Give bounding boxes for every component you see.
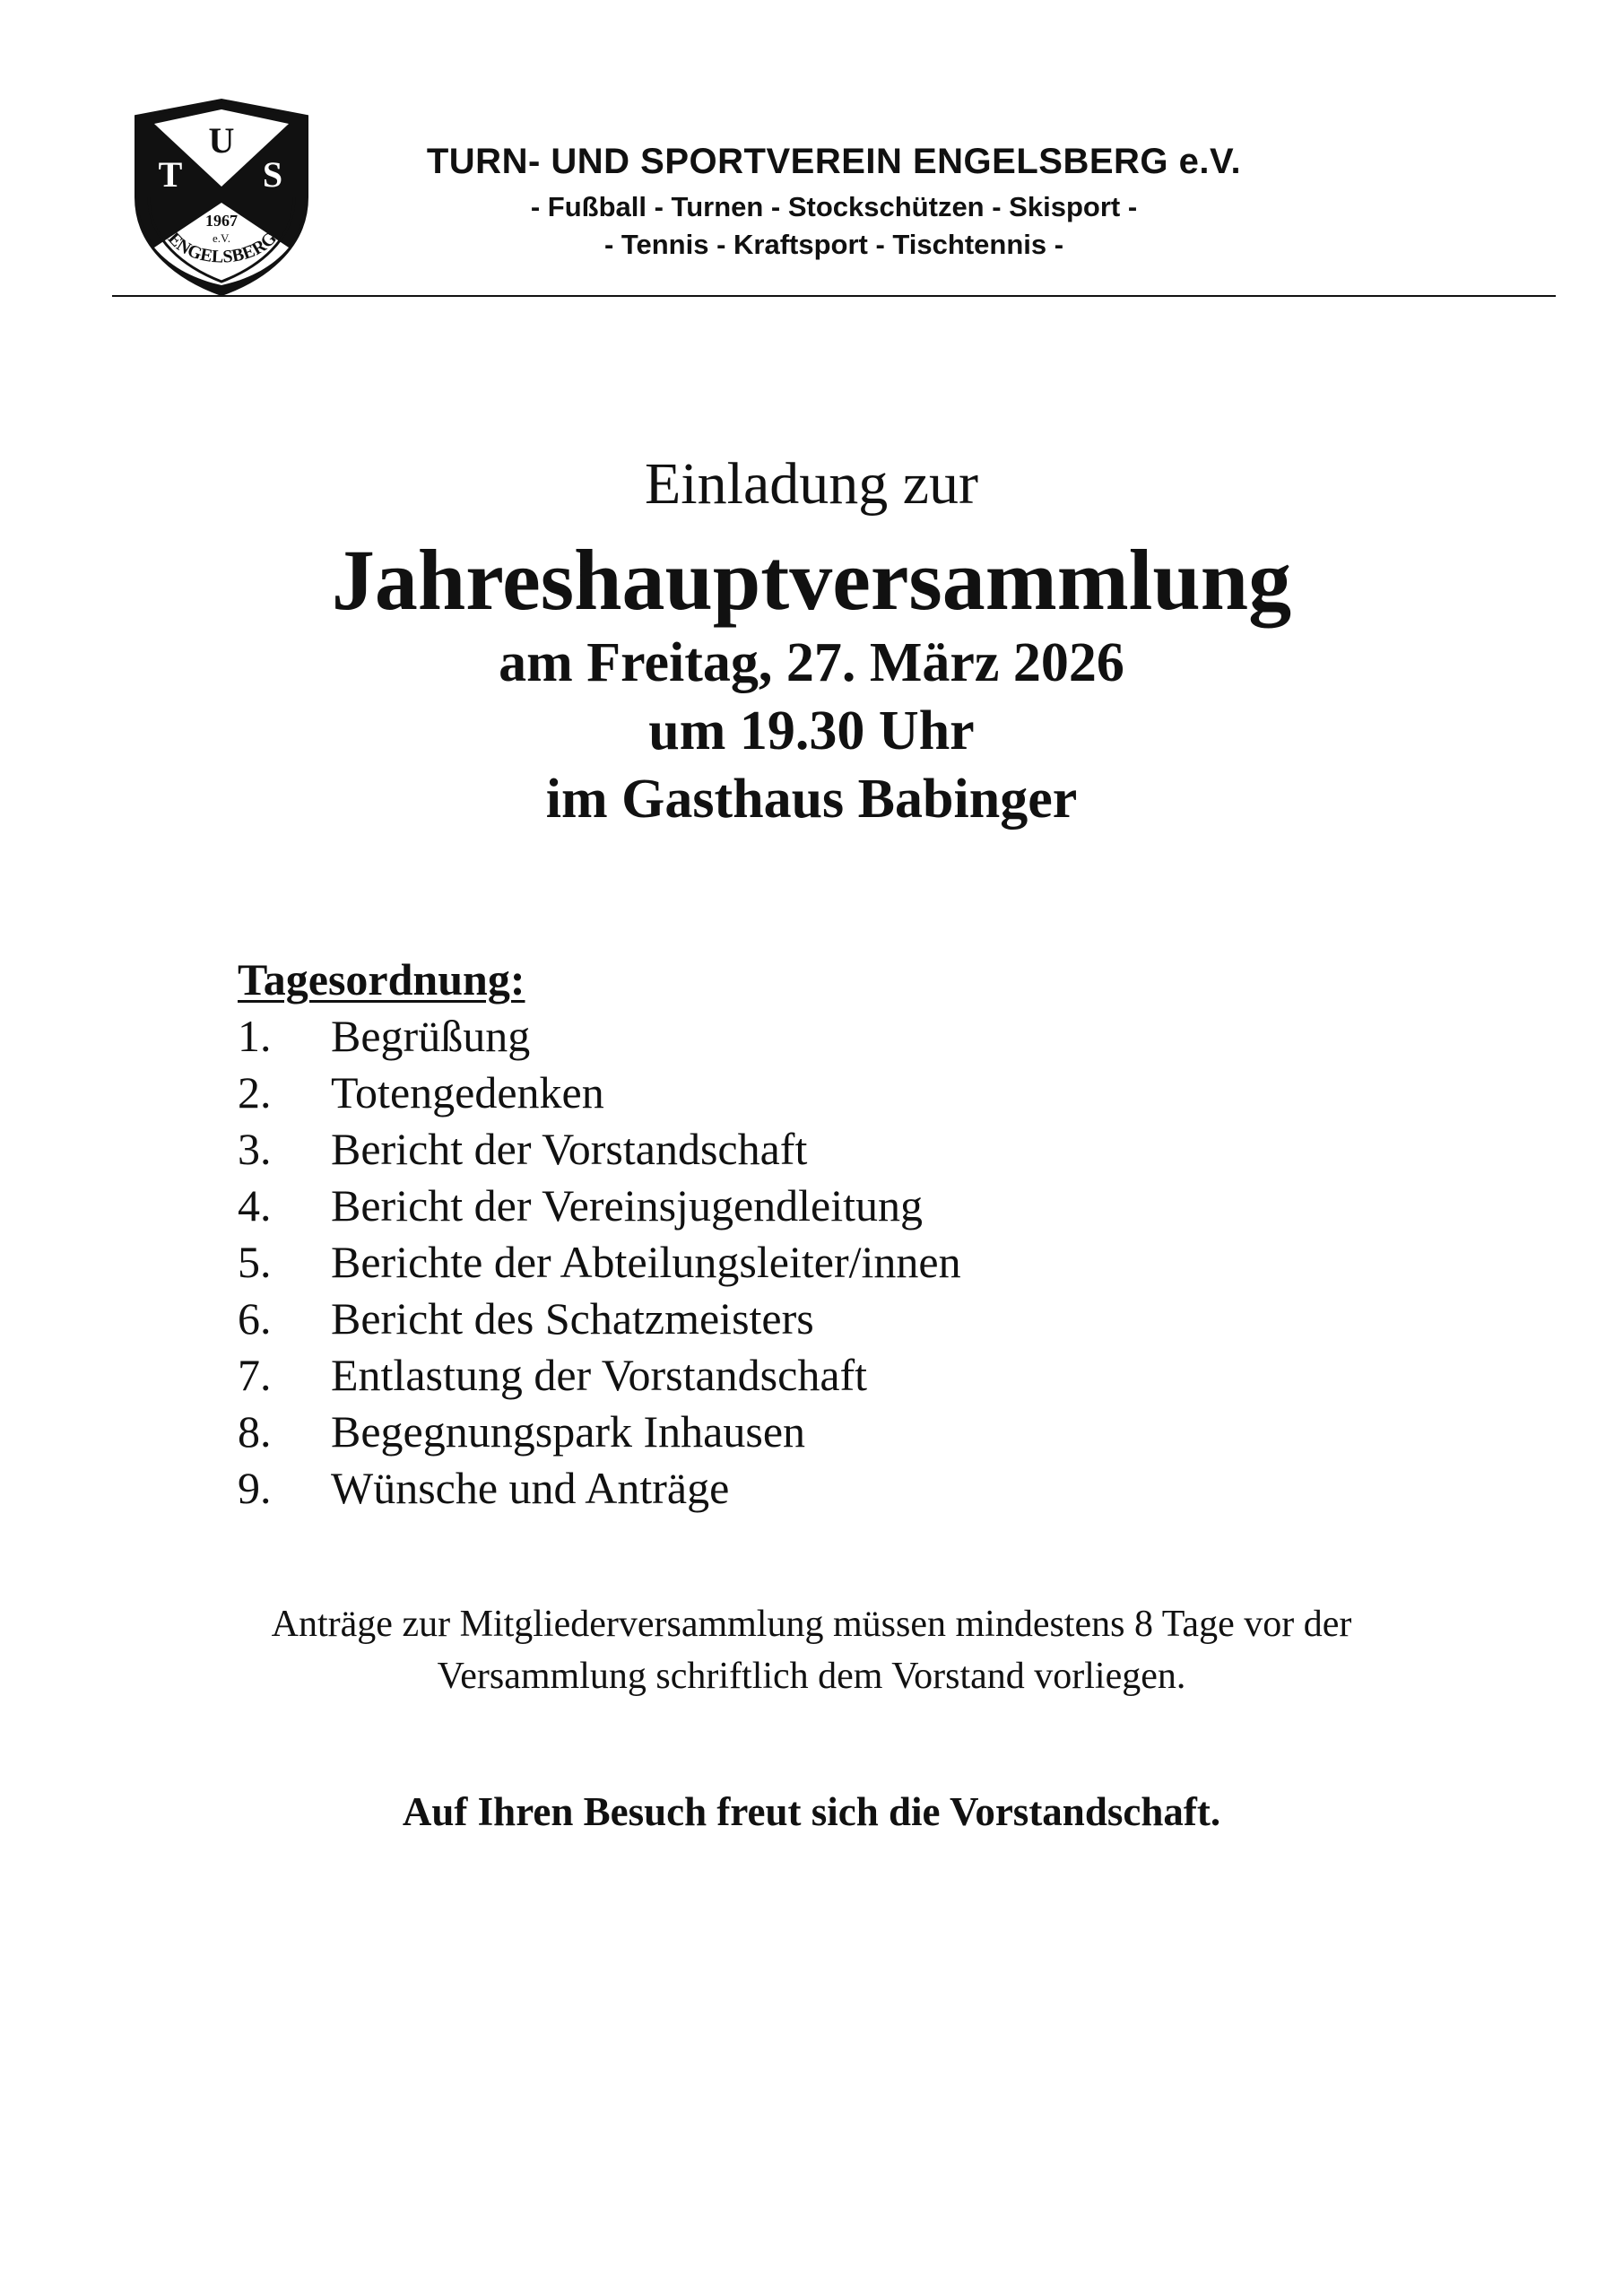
header-divider xyxy=(112,295,1556,297)
agenda-item-number: 3. xyxy=(238,1124,272,1174)
logo-year: 1967 xyxy=(205,212,238,230)
agenda-item-number: 5. xyxy=(238,1237,272,1287)
agenda-item-label: Bericht der Vereinsjugendleitung xyxy=(331,1180,924,1231)
invitation-title: Jahreshauptversammlung xyxy=(331,532,1292,628)
agenda-item-label: Berichte der Abteilungsleiter/innen xyxy=(331,1237,961,1287)
club-crest-emblem xyxy=(127,97,316,296)
logo-letter-u: U xyxy=(208,120,235,161)
agenda-item xyxy=(238,1291,1403,1347)
logo-letter-s: S xyxy=(262,154,283,195)
logo-letter-t: T xyxy=(158,154,183,195)
agenda-item-number: 7. xyxy=(238,1350,272,1400)
logo-ev: e.V. xyxy=(213,231,230,245)
invitation-date: am Freitag, 27. März 2026 xyxy=(499,632,1124,693)
agenda-item-number: 2. xyxy=(238,1067,272,1118)
agenda-item-label: Entlastung der Vorstandschaft xyxy=(331,1350,868,1400)
invitation-intro: Einladung zur xyxy=(644,451,979,517)
agenda-item-number: 9. xyxy=(238,1463,272,1513)
invitation-place: im Gasthaus Babinger xyxy=(545,769,1078,830)
logo-town: ENGELSBERG xyxy=(163,228,281,267)
agenda-item xyxy=(238,1178,1403,1234)
agenda-item xyxy=(238,1121,1403,1178)
agenda-item xyxy=(238,1008,1403,1065)
agenda-item xyxy=(238,1404,1403,1460)
motions-note-line-2: Versammlung schriftlich dem Vorstand vorliegen. xyxy=(437,1656,1186,1697)
invitation-time: um 19.30 Uhr xyxy=(648,700,975,761)
agenda-item-number: 4. xyxy=(238,1180,272,1231)
motions-note-line-1: Anträge zur Mitgliederversammlung müssen mindestens 8 Tage vor der xyxy=(271,1604,1352,1645)
sports-line-2: - Tennis - Kraftsport - Tischtennis - xyxy=(603,229,1064,260)
closing-line: Auf Ihren Besuch freut sich die Vorstandschaft. xyxy=(402,1789,1221,1834)
agenda-list xyxy=(238,1008,1403,1517)
agenda-item-number: 1. xyxy=(238,1011,272,1061)
agenda-item xyxy=(238,1347,1403,1404)
club-logo xyxy=(127,97,316,296)
agenda-item-label: Begrüßung xyxy=(331,1011,531,1061)
agenda-item xyxy=(238,1065,1403,1121)
agenda-item-label: Totengedenken xyxy=(331,1067,604,1118)
agenda-item-number: 8. xyxy=(238,1406,272,1457)
agenda-item xyxy=(238,1234,1403,1291)
agenda-item-label: Wünsche und Anträge xyxy=(331,1463,730,1513)
agenda-item xyxy=(238,1460,1403,1517)
agenda-item-label: Bericht des Schatzmeisters xyxy=(331,1293,814,1344)
sports-line-1: - Fußball - Turnen - Stockschützen - Skisport - xyxy=(530,191,1138,222)
agenda xyxy=(238,951,1403,1517)
organization-name: TURN- UND SPORTVEREIN ENGELSBERG e.V. xyxy=(426,142,1242,181)
agenda-item-label: Begegnungspark Inhausen xyxy=(331,1406,806,1457)
agenda-heading: Tagesordnung: xyxy=(238,954,525,1004)
agenda-item-number: 6. xyxy=(238,1293,272,1344)
agenda-item-label: Bericht der Vorstandschaft xyxy=(331,1124,808,1174)
motions-note xyxy=(0,1598,1623,1702)
letterhead xyxy=(377,135,1291,264)
